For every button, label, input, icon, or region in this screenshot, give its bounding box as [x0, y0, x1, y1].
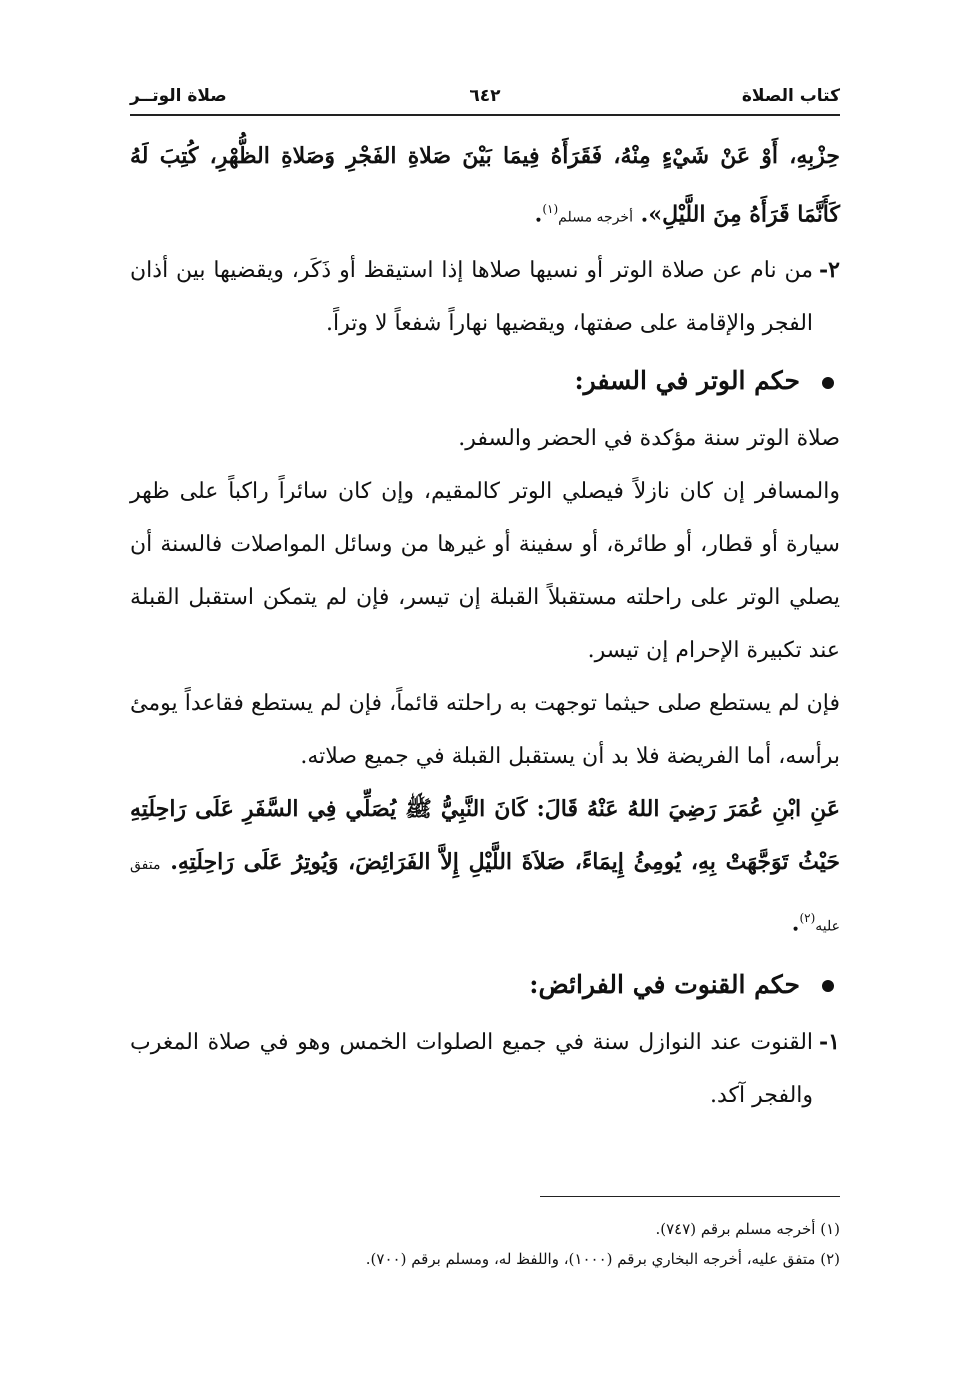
list-item-1-number: ١-	[819, 1028, 840, 1055]
footnote-2: (٢) متفق عليه، أخرجه البخاري برقم (١٠٠٠)، واللفظ له، ومسلم برقم (٧٠٠).	[365, 1250, 840, 1268]
bullet-icon	[822, 377, 834, 389]
bullet-icon	[822, 980, 834, 992]
list-item-1	[130, 1016, 840, 1122]
section-heading-2-text: حكم القنوت في الفرائض:	[529, 969, 800, 999]
list-item-2-text: من نام عن صلاة الوتر أو نسيها صلاها إذا استيقظ أو ذَكَر، ويقضيها بين أذان الفجر والإقامة على صفتها، ويقضيها نهاراً شفعاً لا وتراً.	[130, 258, 814, 337]
chapter-title: صلاة الوتــر	[130, 86, 227, 106]
list-item-2	[130, 244, 840, 350]
footnote-divider	[540, 1196, 840, 1197]
list-item-1-text: القنوت عند النوازل سنة في جميع الصلوات الخمس وهو في صلاة المغرب والفجر آكد.	[130, 1029, 814, 1108]
section-heading-qunut	[130, 954, 840, 1016]
footnote-1: (١) أخرجه مسلم برقم (٧٤٧).	[655, 1220, 840, 1238]
running-header	[130, 86, 840, 112]
book-title: كتاب الصلاة	[741, 86, 840, 106]
footnote-ref-2[interactable]: (٢)	[799, 911, 816, 926]
header-divider	[130, 114, 840, 116]
hadith-2-source: متفق عليه	[130, 857, 840, 935]
paragraph-1: صلاة الوتر سنة مؤكدة في الحضر والسفر.	[458, 426, 840, 452]
list-item-2-number: ٢-	[819, 257, 840, 284]
page-number: ٦٤٢	[469, 86, 501, 106]
hadith-1-text: حِزْبِهِ، أَوْ عَنْ شَيْءٍ مِنْهُ، فَقَرَأَهُ فِيمَا بَيْنَ صَلاةِ الفَجْرِ وَصَلاةِ الظُّهْرِ، كُتِبَ لَهُ كَأَنَّمَا قَرَأَهُ مِنَ اللَّيْلِ».	[130, 143, 840, 228]
book-page	[130, 0, 840, 1382]
hadith-paragraph-1: حِزْبِهِ، أَوْ عَنْ شَيْءٍ مِنْهُ، فَقَرَأَهُ فِيمَا بَيْنَ صَلاةِ الفَجْرِ وَصَلاةِ الظُّهْرِ، كُتِبَ لَهُ كَأَنَّمَا قَرَأَهُ مِنَ اللَّيْلِ». أخرجه مسلم$^{(١)}$.	[130, 143, 840, 228]
paragraph-2: والمسافر إن كان نازلاً فيصلي الوتر كالمقيم، وإن كان سائراً راكباً على ظهر سيارة أو قطار، أو طائرة، أو سفينة أو غيرها من وسائل المواصلات فالسنة أن يصلي الوتر على راحلته مستقبلاً القبلة إن تيسر، فإن لم يتمكن استقبل القبلة عند تكبيرة الإحرام إن تيسر.	[130, 479, 840, 664]
hadith-paragraph-2: عَنِ ابْنِ عُمَرَ رَضِيَ اللهُ عَنْهُ قَالَ: كَانَ النَّبِيُّ ﷺ يُصَلِّي فِي السَّفَرِ عَلَى رَاحِلَتِهِ حَيْثُ تَوَجَّهَتْ بِهِ، يُومِئُ إِيمَاءً، صَلاَةَ اللَّيْلِ إِلاَّ الفَرَائِضَ، وَيُوتِرُ عَلَى رَاحِلَتِهِ. متفق عليه$^{(٢)}$.	[130, 796, 840, 937]
section-heading-travel-witr	[130, 350, 840, 412]
footnotes	[130, 1214, 840, 1274]
hadith-1-source: أخرجه مسلم	[558, 209, 633, 226]
section-heading-1-text: حكم الوتر في السفر:	[574, 366, 800, 396]
footnote-ref-1[interactable]: (١)	[542, 202, 559, 216]
hadith-2-text: عَنِ ابْنِ عُمَرَ رَضِيَ اللهُ عَنْهُ قَالَ: كَانَ النَّبِيُّ ﷺ يُصَلِّي فِي السَّفَرِ عَلَى رَاحِلَتِهِ حَيْثُ تَوَجَّهَتْ بِهِ، يُومِئُ إِيمَاءً، صَلاَةَ اللَّيْلِ إِلاَّ الفَرَائِضَ، وَيُوتِرُ عَلَى رَاحِلَتِهِ.	[130, 796, 840, 876]
paragraph-3: فإن لم يستطع صلى حيثما توجهت به راحلته قائماً، فإن لم يستطع فقاعداً يومئ برأسه، أما الفريضة فلا بد أن يستقبل القبلة في جميع صلاته.	[130, 691, 840, 770]
main-text	[130, 130, 840, 1122]
